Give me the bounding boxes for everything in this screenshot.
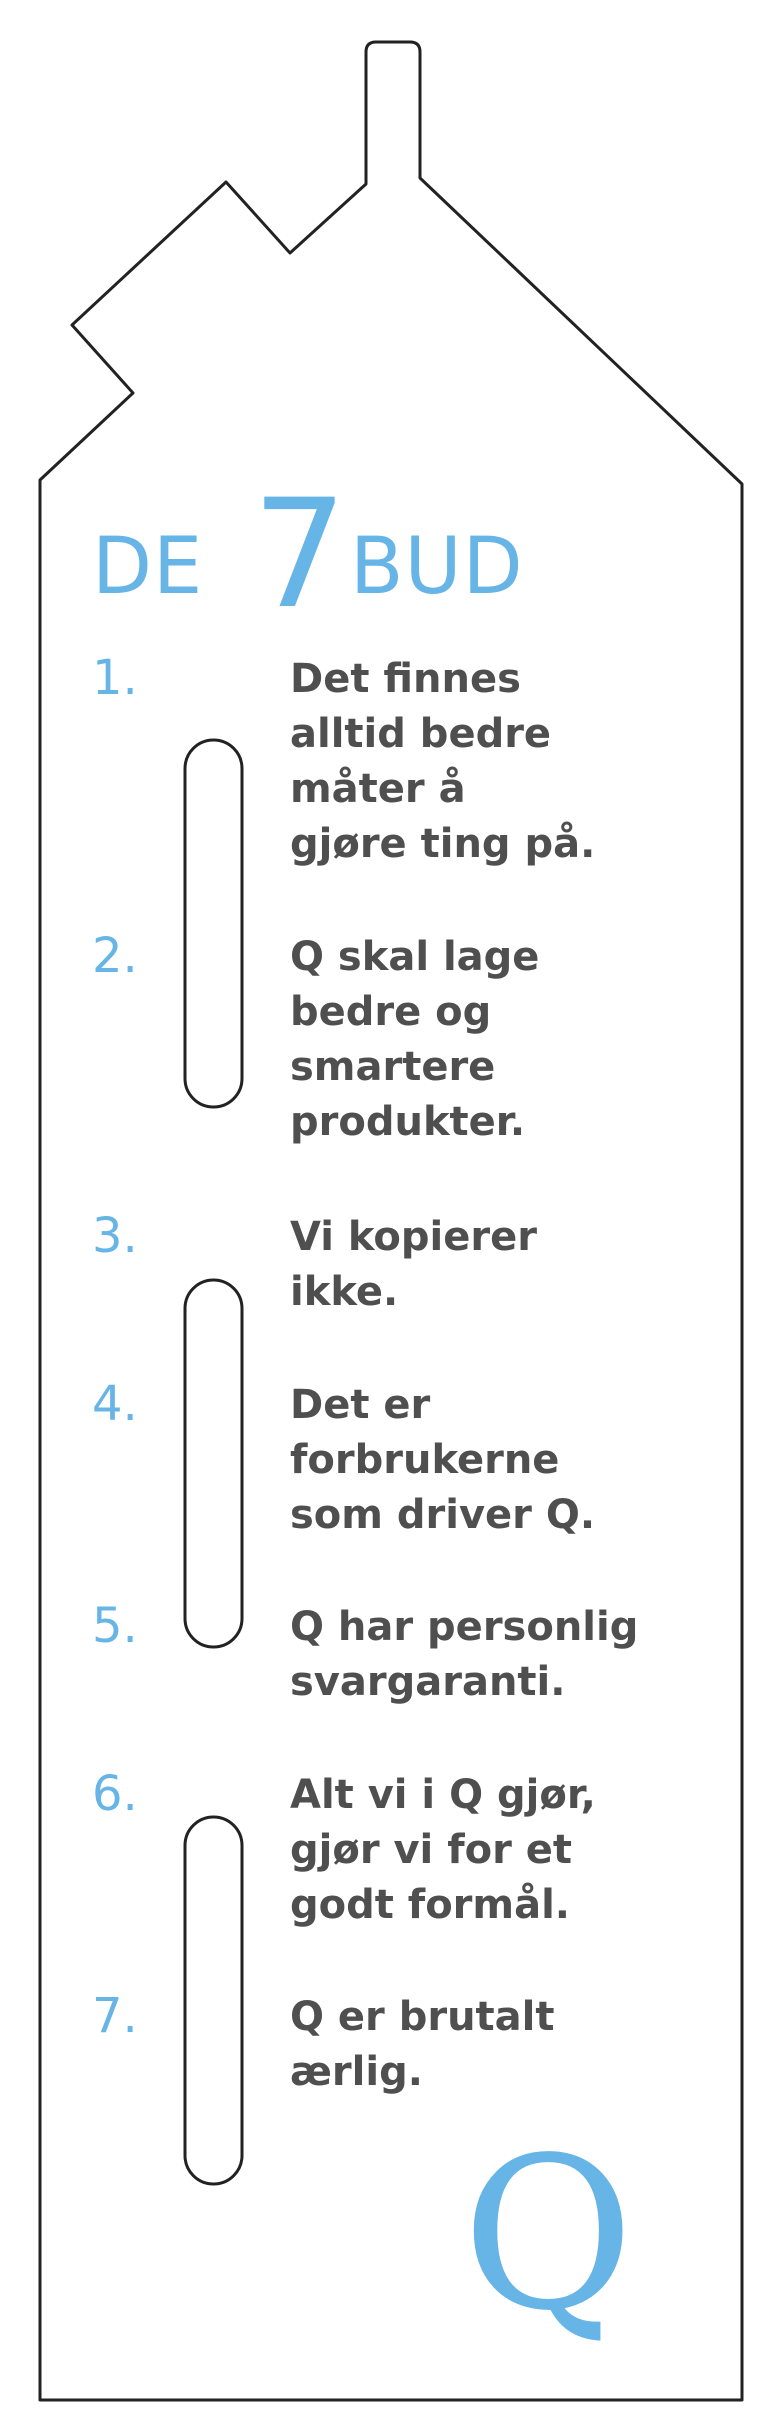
title-bud: BUD [350,522,524,612]
window-slot-3 [185,1817,242,2184]
rule-text: Vi kopierer ikke. [290,1214,537,1315]
rule-number: 7. [92,1988,138,2044]
rule-text: Det finnes alltid bedre måter å gjøre ting på. [290,656,596,867]
title-de: DE [92,522,204,612]
rule-number: 2. [92,928,138,984]
rule-text: Q er brutalt ærlig. [290,1994,555,2095]
q-logo: Q [462,2112,635,2357]
window-slot-2 [185,1280,242,1647]
rule-text: Alt vi i Q gjør, gjør vi for et godt formål. [290,1772,596,1928]
rule-number: 4. [92,1376,138,1432]
window-slot-1 [185,740,242,1107]
rule-text: Q skal lage bedre og smartere produkter. [290,934,540,1145]
rule-text: Det er forbrukerne som driver Q. [290,1382,596,1538]
rule-number: 3. [92,1208,138,1264]
title-number: 7 [252,468,348,642]
rule-number: 6. [92,1766,138,1822]
rule-number: 1. [92,650,138,706]
rule-text: Q har personlig svargaranti. [290,1604,639,1705]
rule-number: 5. [92,1598,138,1654]
